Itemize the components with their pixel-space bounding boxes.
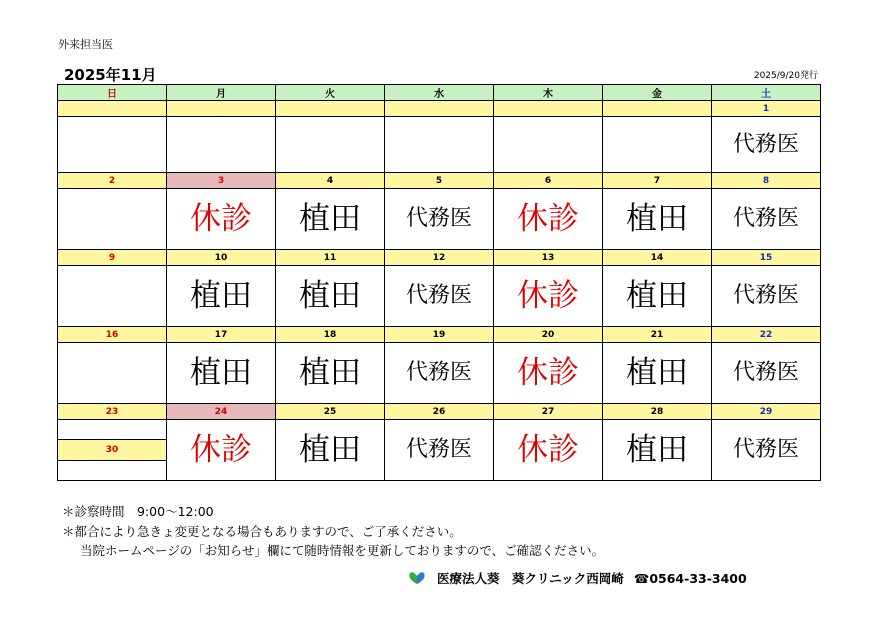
doctor-row — [58, 266, 821, 327]
doctor-name: 植田 — [190, 354, 252, 391]
doctor-cell — [385, 117, 494, 173]
weekday-fri: 金 — [603, 85, 712, 101]
date-cell: 2 — [58, 173, 167, 189]
doctor-cell — [58, 117, 167, 173]
doctor-cell — [385, 343, 494, 404]
doctor-cell — [712, 420, 821, 481]
doctor-cell — [385, 420, 494, 481]
doctor-cell — [58, 266, 167, 327]
doctor-cell — [494, 117, 603, 173]
empty-sub-cell — [58, 420, 166, 440]
closed-label: 休診 — [517, 431, 579, 468]
phone-number: ☎0564-33-3400 — [633, 570, 747, 586]
date-cell: 28 — [603, 404, 712, 420]
doctor-name: 植田 — [299, 431, 361, 468]
doctor-cell — [276, 266, 385, 327]
date-cell — [603, 101, 712, 117]
date-cell: 29 — [712, 404, 821, 420]
change-note: ＊都合により急きょ変更となる場合もありますので、ご了承ください。 — [62, 524, 462, 539]
weekday-header-row — [58, 85, 821, 101]
weekday-wed: 水 — [385, 85, 494, 101]
doctor-name: 代務医 — [405, 283, 472, 308]
doctor-cell — [712, 343, 821, 404]
doctor-name: 代務医 — [405, 206, 472, 231]
date-cell: 26 — [385, 404, 494, 420]
doctor-cell — [494, 189, 603, 250]
doctor-name: 植田 — [626, 431, 688, 468]
date-row — [58, 404, 821, 420]
doctor-cell — [712, 189, 821, 250]
date-cell: 11 — [276, 250, 385, 266]
date-cell: 24 — [167, 404, 276, 420]
closed-label: 休診 — [517, 354, 579, 391]
doctor-name: 植田 — [299, 354, 361, 391]
doctor-cell — [167, 117, 276, 173]
issue-date: 2025/9/20発行 — [753, 71, 818, 81]
doctor-name: 植田 — [626, 277, 688, 314]
doctor-name: 代務医 — [732, 360, 799, 385]
doctor-cell — [385, 189, 494, 250]
date-cell: 23 — [58, 404, 167, 420]
weekday-thu: 木 — [494, 85, 603, 101]
doctor-name: 植田 — [299, 277, 361, 314]
doctor-cell — [603, 189, 712, 250]
date-cell: 22 — [712, 327, 821, 343]
doctor-cell — [494, 343, 603, 404]
doctor-name: 代務医 — [732, 283, 799, 308]
doctor-row — [58, 117, 821, 173]
doctor-cell — [603, 343, 712, 404]
closed-label: 休診 — [517, 277, 579, 314]
date-cell: 7 — [603, 173, 712, 189]
date-cell: 15 — [712, 250, 821, 266]
date-row — [58, 101, 821, 117]
doctor-cell — [276, 189, 385, 250]
closed-label: 休診 — [190, 200, 252, 237]
weekday-sat: 土 — [712, 85, 821, 101]
date-row — [58, 327, 821, 343]
doctor-cell — [712, 117, 821, 173]
date-row — [58, 173, 821, 189]
doctor-name: 代務医 — [732, 206, 799, 231]
doctor-cell — [167, 420, 276, 481]
date-cell — [276, 101, 385, 117]
date-cell: 25 — [276, 404, 385, 420]
weekday-mon: 月 — [167, 85, 276, 101]
doctor-cell — [603, 266, 712, 327]
doctor-cell — [167, 343, 276, 404]
date-cell: 30 — [58, 440, 166, 460]
date-cell: 17 — [167, 327, 276, 343]
doctor-name: 代務医 — [405, 437, 472, 462]
date-cell: 13 — [494, 250, 603, 266]
date-cell: 12 — [385, 250, 494, 266]
hours-note: ＊診察時間 9:00～12:00 — [62, 504, 214, 519]
clinic-footer — [407, 569, 747, 587]
doctor-name: 代務医 — [405, 360, 472, 385]
doctor-name: 植田 — [299, 200, 361, 237]
month-title: 2025年11月 — [64, 66, 157, 84]
date-cell — [494, 101, 603, 117]
date-cell: 16 — [58, 327, 167, 343]
doctor-name: 代務医 — [732, 131, 799, 157]
closed-label: 休診 — [517, 200, 579, 237]
doctor-cell — [167, 266, 276, 327]
doctor-name: 代務医 — [732, 437, 799, 462]
doctor-cell — [712, 266, 821, 327]
date-cell: 27 — [494, 404, 603, 420]
doctor-cell — [276, 117, 385, 173]
date-row — [58, 250, 821, 266]
date-cell: 21 — [603, 327, 712, 343]
empty-sub-cell — [58, 461, 166, 480]
doctor-cell-split — [58, 420, 167, 481]
doctor-cell — [385, 266, 494, 327]
date-cell — [58, 101, 167, 117]
date-cell: 18 — [276, 327, 385, 343]
date-cell — [385, 101, 494, 117]
doctor-cell — [276, 343, 385, 404]
doctor-row — [58, 343, 821, 404]
calendar-table — [57, 84, 821, 481]
doctor-cell — [603, 117, 712, 173]
doctor-cell — [167, 189, 276, 250]
date-cell: 20 — [494, 327, 603, 343]
doctor-row — [58, 420, 821, 481]
date-cell: 8 — [712, 173, 821, 189]
doctor-cell — [494, 420, 603, 481]
doctor-cell — [276, 420, 385, 481]
date-cell: 10 — [167, 250, 276, 266]
date-cell: 9 — [58, 250, 167, 266]
date-cell — [167, 101, 276, 117]
doctor-cell — [58, 343, 167, 404]
doctor-cell — [58, 189, 167, 250]
closed-label: 休診 — [190, 431, 252, 468]
doctor-name: 植田 — [190, 277, 252, 314]
date-cell: 1 — [712, 101, 821, 117]
doctor-name: 植田 — [626, 354, 688, 391]
date-cell: 14 — [603, 250, 712, 266]
weekday-sun: 日 — [58, 85, 167, 101]
date-cell: 4 — [276, 173, 385, 189]
doctor-row — [58, 189, 821, 250]
doctor-cell — [603, 420, 712, 481]
weekday-tue: 火 — [276, 85, 385, 101]
date-cell: 3 — [167, 173, 276, 189]
document-title: 外来担当医 — [58, 38, 113, 51]
doctor-name: 植田 — [626, 200, 688, 237]
clinic-name: 医療法人葵 葵クリニック西岡崎 — [437, 571, 624, 586]
website-note: 当院ホームページの「お知らせ」欄にて随時情報を更新しておりますので、ご確認ください。 — [80, 543, 605, 558]
doctor-cell — [494, 266, 603, 327]
date-cell: 5 — [385, 173, 494, 189]
clinic-logo-icon — [407, 571, 427, 585]
date-cell: 19 — [385, 327, 494, 343]
date-cell: 6 — [494, 173, 603, 189]
